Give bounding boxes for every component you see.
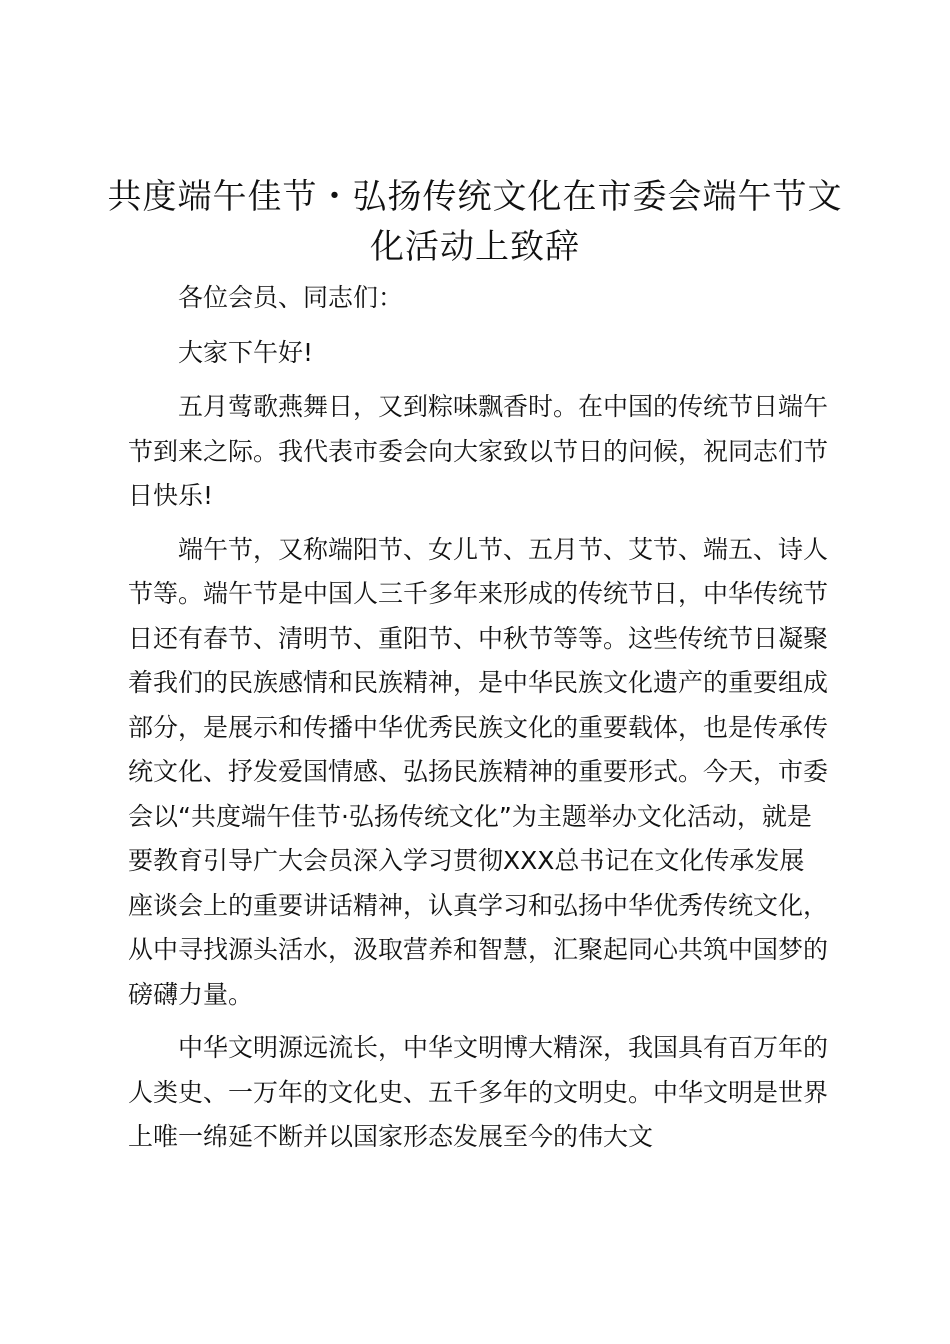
paragraph: 端午节，又称端阳节、女儿节、五月节、艾节、端五、诗人节等。端午节是中国人三千多年来形成的传统节日，中华传统节日还有春节、清明节、重阳节、中秋节等等。这些传统节日凝聚着我们的民族感情和民族精神，是中华民族文化遗产的重要组成部分，是展示和传播中华优秀民族文化的重要载体，也是传承传统文化、抒发爱国情感、弘扬民族精神的重要形式。今天，市委会以“共度端午佳节·弘扬传统文化”为主题举办文化活动，就是要教育引导广大会员深入学习贯彻XXX总书记在文化传承发展座谈会上的重要讲话精神，认真学习和弘扬中华优秀传统文化，从中寻找源头活水，汲取营养和智慧，汇聚起同心共筑中国梦的磅礴力量。	[128, 534, 829, 1009]
greeting: 大家下午好!	[178, 337, 314, 367]
paragraph: 中华文明源远流长，中华文明博大精深，我国具有百万年的人类史、一万年的文化史、五千多年的文明史。中华文明是世界上唯一绵延不断并以国家形态发展至今的伟大文	[128, 1033, 829, 1151]
paragraph: 五月莺歌燕舞日，又到粽味飘香时。在中国的传统节日端午节到来之际。我代表市委会向大家致以节日的问候，祝同志们节日快乐!	[128, 392, 829, 510]
document-title: 共度端午佳节・弘扬传统文化在市委会端午节文化活动上致辞	[107, 177, 843, 267]
salutation: 各位会员、同志们：	[178, 283, 404, 312]
document-body	[128, 276, 828, 1169]
